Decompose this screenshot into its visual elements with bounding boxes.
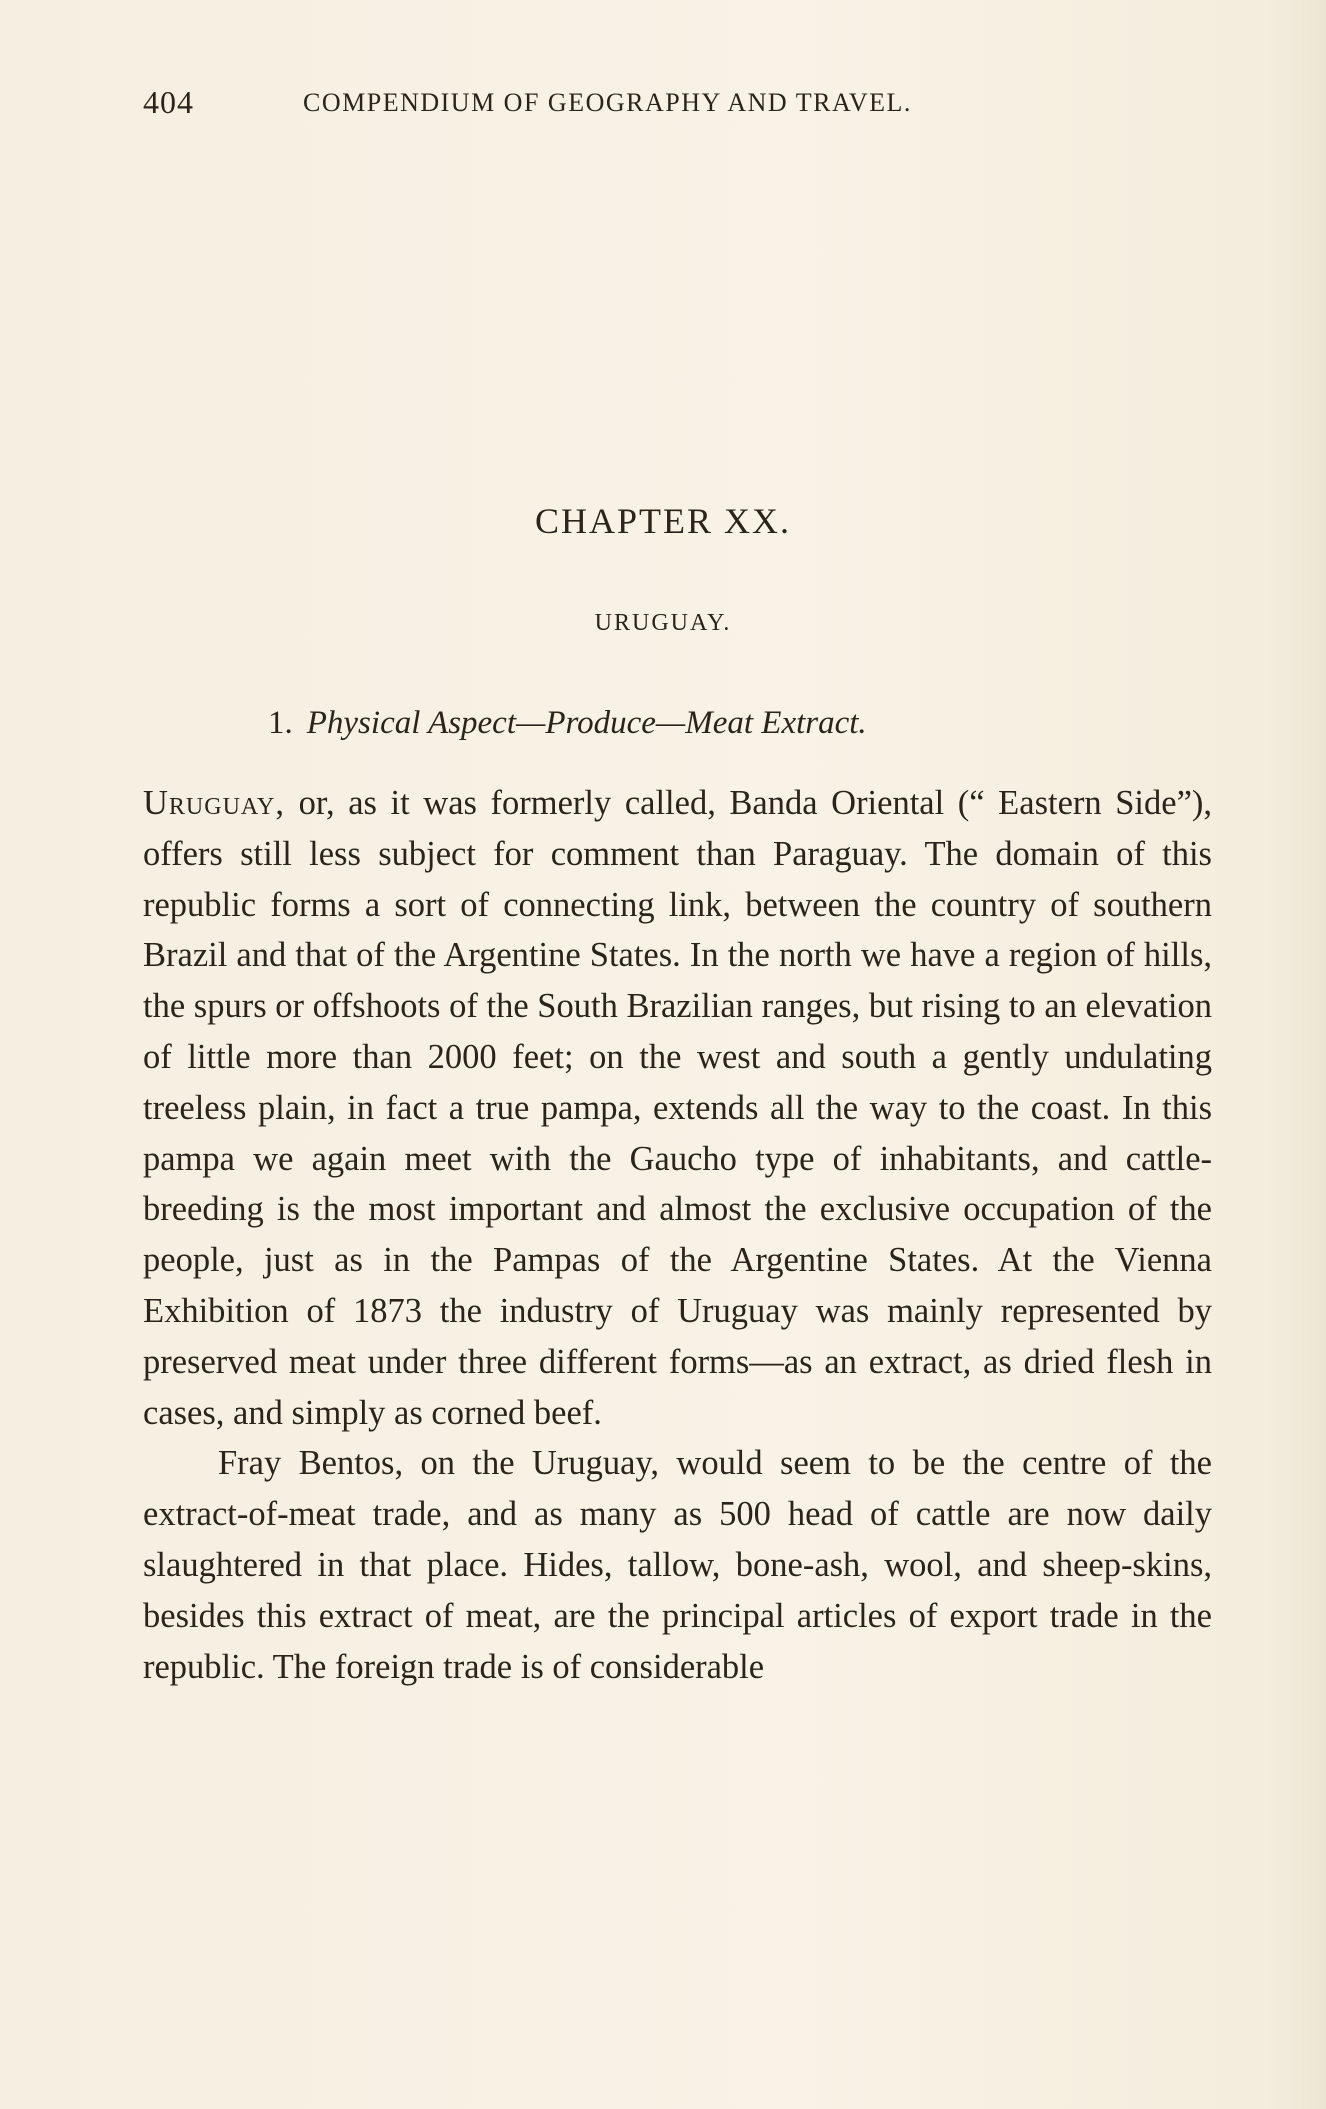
- page-edge-shadow: [1266, 0, 1326, 2109]
- running-head: [143, 84, 1186, 124]
- chapter-heading: CHAPTER XX.: [534, 501, 792, 541]
- paragraph-1: [143, 778, 1212, 1438]
- country-heading: URUGUAY.: [594, 610, 732, 636]
- section-number: 1.: [268, 705, 293, 741]
- running-title: COMPENDIUM OF GEOGRAPHY AND TRAVEL.: [303, 88, 912, 117]
- body-text: [143, 778, 1212, 1692]
- section-heading: [268, 705, 867, 742]
- paragraph-1-text: or, as it was formerly called, Banda Oriental (“ Eastern Side”), offers still less subject for comment than Paraguay. The domain of this republic forms a sort of connecting link, between the country of southern Brazil and that of the Argentine States. In the north we have a region of hills, the spurs or offshoots of the South Brazilian ranges, but rising to an elevation of little more than 2000 feet; on the west and south a gently undulating treeless plain, in fact a true pampa, extends all the way to the coast. In this pampa we again meet with the Gaucho type of inhabitants, and cattle-breeding is the most important and almost the exclusive occupation of the people, just as in the Pampas of the Argentine States. At the Vienna Exhibition of 1873 the industry of Uruguay was mainly represented by preserved meat under three different forms—as an extract, as dried flesh in cases, and simply as corned beef.: [143, 784, 1212, 1432]
- paragraph-2: Fray Bentos, on the Uruguay, would seem to be the centre of the extract-of-meat trade, and as many as 500 head of cattle are now daily slaughtered in that place. Hides, tallow, bone-ash, wool, and sheep-skins, besides this extract of meat, are the principal articles of export trade in the republic. The foreign trade is of considerable: [143, 1444, 1212, 1686]
- paragraph-lead-word: Uruguay,: [143, 784, 286, 822]
- section-title: Physical Aspect—Produce—Meat Extract.: [306, 705, 867, 741]
- page-number: 404: [143, 84, 194, 120]
